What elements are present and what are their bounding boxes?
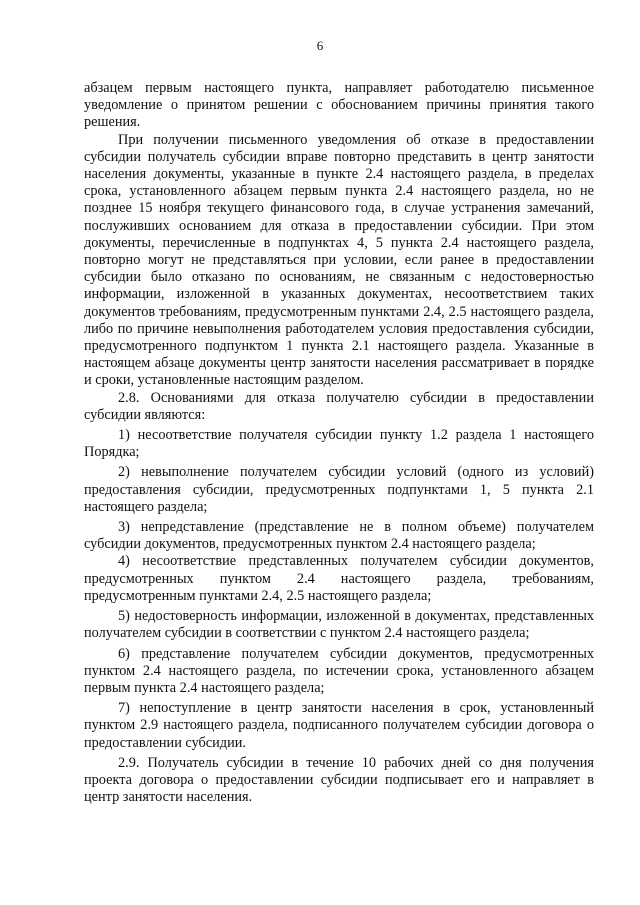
list-item-7: 7) непоступление в центр занятости населения в срок, установленный пунктом 2.9 настоящего раздела, подписанного получателем субсидии договора о предоставлении субсидии.: [84, 700, 594, 751]
list-item-6: 6) представление получателем субсидии документов, предусмотренных пунктом 2.4 настоящего раздела, по истечении срока, установленного абзацем первым пункта 2.4 настоящего раздела;: [84, 645, 594, 696]
list-item-3: 3) непредставление (представление не в полном объеме) получателем субсидии документов, предусмотренных пунктом 2.4 настоящего раздела;: [84, 519, 594, 553]
paragraph-2-8-heading: 2.8. Основаниями для отказа получателю субсидии в предоставлении субсидии являются:: [84, 389, 594, 423]
paragraph-2-9: 2.9. Получатель субсидии в течение 10 рабочих дней со дня получения проекта договора о предоставлении субсидии подписывает его и направляет в центр занятости населения.: [84, 754, 594, 806]
document-body: [84, 80, 594, 806]
list-item-5: 5) недостоверность информации, изложенной в документах, представленных получателем субсидии в соответствии с пунктом 2.4 настоящего раздела;: [84, 608, 594, 642]
paragraph-resubmission: При получении письменного уведомления об отказе в предоставлении субсидии получатель субсидии вправе повторно представить в центр занятости населения документы, указанные в пункте 2.4 настоящего раздела, в пределах срока, установленного абзацем первым пункта 2.4 настоящего раздела, но не позднее 15 ноября текущего финансового года, в случае устранения замечаний, послуживших основанием для отказа в предоставлении субсидии. При этом документы, перечисленные в подпунктах 4, 5 пункта 2.4 настоящего раздела, повторно могут не представляться при условии, если ранее в предоставлении субсидии было отказано по основаниям, не связанным с недостоверностью информации, изложенной в указанных документах, несоответствием таких документов требованиям, предусмотренным пунктами 2.4, 2.5 настоящего раздела, либо по причине невыполнения работодателем условия предоставления субсидии, предусмотренного подпунктом 1 пункта 2.1 настоящего раздела. Указанные в настоящем абзаце документы центр занятости населения рассматривает в порядке и сроки, установленные настоящим разделом.: [84, 131, 594, 389]
page-number: 6: [316, 38, 324, 53]
list-item-2: 2) невыполнение получателем субсидии условий (одного из условий) предоставления субсидии, предусмотренных подпунктами 1, 5 пункта 2.1 настоящего раздела;: [84, 464, 594, 515]
list-item-1: 1) несоответствие получателя субсидии пункту 1.2 раздела 1 настоящего Порядка;: [84, 427, 594, 461]
list-item-4: 4) несоответствие представленных получателем субсидии документов, предусмотренных пунктом 2.4 настоящего раздела, требованиям, предусмотренным пунктами 2.4, 2.5 настоящего раздела;: [84, 553, 594, 604]
paragraph-continuation: абзацем первым настоящего пункта, направляет работодателю письменное уведомление о принятом решении с обоснованием причины принятия такого решения.: [84, 80, 594, 131]
